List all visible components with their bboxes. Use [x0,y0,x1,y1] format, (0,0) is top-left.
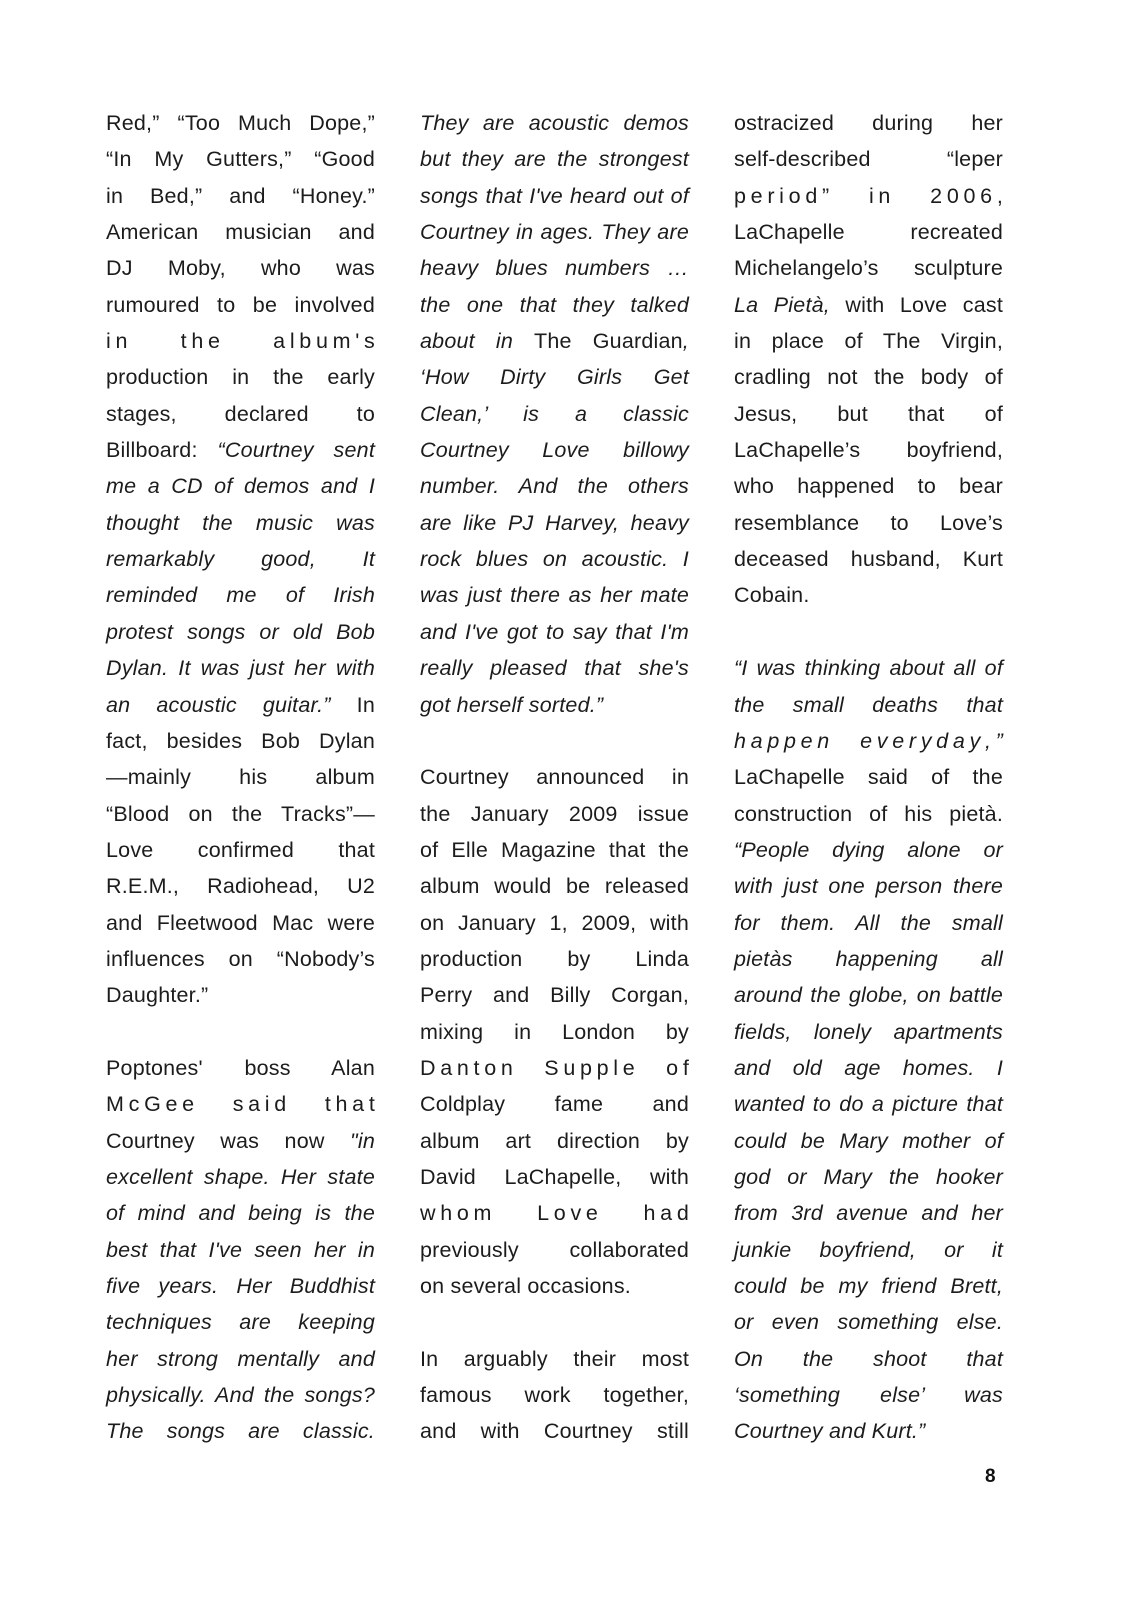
text-line [734,1159,1003,1195]
text-line [734,941,1003,977]
text-line [106,941,375,977]
roman-run: rumoured to be involved [106,292,375,317]
text-line [734,141,1003,177]
roman-run: album art direction by [420,1128,689,1153]
roman-run: deceased husband, Kurt [734,547,1003,572]
text-line [420,1195,689,1231]
text-line [420,1341,689,1377]
text-line [734,687,1003,723]
roman-run: Coldplay fame and [420,1092,689,1117]
text-line [420,1159,689,1195]
text-line [734,250,1003,286]
roman-run: on several occasions. [420,1274,631,1298]
text-line [420,941,689,977]
roman-run: LaChapelle’s boyfriend, [734,438,1003,463]
text-line [106,977,375,1013]
roman-run: Courtney was now [106,1128,351,1153]
italic-run: an acoustic guitar.” [106,692,357,717]
paragraph-break [420,1304,689,1340]
text-line [734,650,1003,686]
text-line [106,214,375,250]
italic-run: Clean,’ is a classic [420,401,689,426]
roman-run: R.E.M., Radiohead, U2 [106,874,375,899]
italic-run: "in [350,1128,375,1153]
roman-run: DJ Moby, who was [106,256,375,281]
roman-run: Red,” “Too Much Dope,” [106,111,375,135]
text-line [106,723,375,759]
roman-run: In arguably their most [420,1346,689,1371]
text-line [734,359,1003,395]
roman-run: M c G e e s a i d t h a t [106,1092,375,1117]
roman-run: LaChapelle recreated [734,220,1003,245]
text-line [734,759,1003,795]
roman-run: and Fleetwood Mac were [106,910,375,935]
text-line [420,1268,689,1304]
text-line [420,1050,689,1086]
roman-run: influences on “Nobody’s [106,946,375,971]
text-line [106,1232,375,1268]
text-line [420,432,689,468]
roman-run: D a n t o n S u p p l e o f [420,1055,689,1080]
roman-run: Cobain. [734,583,810,608]
roman-run: resemblance to Love’s [734,510,1003,535]
text-line [420,287,689,323]
italic-run: fields, lonely apartments [734,1019,1003,1044]
text-line [420,868,689,904]
italic-run: five years. Her Buddhist [106,1274,375,1298]
paragraph-break [734,614,1003,650]
text-line [734,1195,1003,1231]
italic-run: with just one person there [734,874,1003,899]
italic-run: wanted to do a picture that [734,1092,1003,1117]
text-line [734,468,1003,504]
text-line [106,1159,375,1195]
text-line [734,1413,1003,1449]
text-line [420,1123,689,1159]
italic-run: “Courtney sent [217,438,375,463]
text-line [734,723,1003,759]
italic-run: Courtney and Kurt.” [734,1419,926,1444]
text-line [734,178,1003,214]
text-line [106,468,375,504]
italic-run: physically. And the songs? [106,1383,375,1408]
text-line [420,141,689,177]
italic-run: junkie boyfriend, or it [734,1237,1003,1262]
text-line [734,796,1003,832]
article-column-2 [420,105,689,1450]
text-line [420,650,689,686]
italic-run: number. And the others [420,474,689,499]
text-line [106,1050,375,1086]
roman-run: i n t h e a l b u m ' s [106,329,375,354]
italic-run: “I was thinking about all of [734,656,1003,681]
text-line [420,796,689,832]
text-line [420,832,689,868]
text-line [734,905,1003,941]
text-line [734,432,1003,468]
italic-run: excellent shape. Her state [106,1164,375,1189]
text-line [106,141,375,177]
italic-run: techniques are keeping [106,1310,375,1335]
text-line [106,396,375,432]
text-line [420,1014,689,1050]
italic-run: reminded me of Irish [106,583,375,608]
italic-run: around the globe, on battle [734,983,1003,1008]
roman-run: of Elle Magazine that the [420,837,689,862]
roman-run: p e r i o d ” i n 2 0 0 6 , [734,183,1003,208]
roman-run: Perry and Billy Corgan, [420,983,689,1008]
roman-run: self-described “leper [734,147,1003,172]
roman-run: fact, besides Bob Dylan [106,728,375,753]
text-line [106,868,375,904]
roman-run: Michelangelo’s sculpture [734,256,1003,281]
italic-run: or even something else. [734,1310,1003,1335]
text-line [734,868,1003,904]
text-line [106,577,375,613]
text-line [420,178,689,214]
roman-run: in Bed,” and “Honey.” [106,183,375,208]
text-line [106,1268,375,1304]
roman-run: w h o m L o v e h a d [420,1201,689,1226]
text-line [420,577,689,613]
italic-run: got herself sorted.” [420,692,604,717]
text-line [420,396,689,432]
text-line [734,577,1003,613]
italic-run: h a p p e n e v e r y d a y , ” [734,728,1003,753]
italic-run: , [682,329,689,354]
roman-run: LaChapelle said of the [734,765,1003,790]
italic-run: They are acoustic demos [420,111,689,135]
text-line [106,323,375,359]
text-line [106,650,375,686]
italic-run: Courtney in ages. They are [420,220,689,245]
italic-run: remarkably good, It [106,547,375,572]
text-line [106,759,375,795]
roman-run: ostracized during her [734,111,1003,135]
text-line [106,1123,375,1159]
italic-run: best that I've seen her in [106,1237,375,1262]
italic-run: me a CD of demos and I [106,474,375,499]
roman-run: in place of The Virgin, [734,329,1003,354]
text-line [734,1086,1003,1122]
italic-run: ‘How Dirty Girls Get [420,365,689,390]
text-line [106,287,375,323]
italic-run: ‘something else’ was [734,1383,1003,1408]
text-line [420,687,689,723]
text-line [734,541,1003,577]
text-line [420,105,689,141]
roman-run: previously collaborated [420,1237,689,1262]
italic-run: for them. All the small [734,910,1003,935]
text-line [734,105,1003,141]
text-line [734,1232,1003,1268]
text-line [420,541,689,577]
text-line [106,1377,375,1413]
roman-run: In [356,692,375,717]
roman-run: Poptones' boss Alan [106,1055,375,1080]
italic-run: god or Mary the hooker [734,1164,1003,1189]
italic-run: songs that I've heard out of [420,183,689,208]
text-line [734,832,1003,868]
text-line [734,287,1003,323]
roman-run: Courtney announced in [420,765,689,790]
text-line [106,832,375,868]
text-line [420,905,689,941]
roman-run: production by Linda [420,946,689,971]
roman-run: construction of his pietà. [734,801,1003,826]
italic-run: but they are the strongest [420,147,689,172]
text-line [106,905,375,941]
text-line [420,323,689,359]
roman-run: —mainly his album [106,765,375,790]
text-line [420,250,689,286]
roman-run: on January 1, 2009, with [420,910,689,935]
roman-run: David LaChapelle, with [420,1164,689,1189]
text-line [420,1086,689,1122]
text-line [106,432,375,468]
text-line [106,105,375,141]
text-line [420,759,689,795]
text-line [734,396,1003,432]
text-line [106,1304,375,1340]
page-number: 8 [985,1466,996,1487]
text-line [420,505,689,541]
italic-run: rock blues on acoustic. I [420,547,689,572]
italic-run: her strong mentally and [106,1346,375,1371]
roman-run: who happened to bear [734,474,1003,499]
roman-run: Daughter.” [106,983,209,1008]
text-line [420,468,689,504]
text-line [420,214,689,250]
paragraph-break [420,723,689,759]
italic-run: the one that they talked [420,292,689,317]
italic-run: On the shoot that [734,1346,1003,1371]
paragraph-break [106,1014,375,1050]
roman-run: album would be released [420,874,689,899]
roman-run: production in the early [106,365,375,390]
text-line [106,359,375,395]
text-line [106,250,375,286]
italic-run: could be Mary mother of [734,1128,1003,1153]
roman-run: Billboard: [106,438,218,463]
text-line [106,1195,375,1231]
italic-run: and old age homes. I [734,1055,1003,1080]
roman-run: mixing in London by [420,1019,689,1044]
text-line [106,1086,375,1122]
article-column-3 [734,105,1003,1450]
roman-run: Jesus, but that of [734,401,1003,426]
italic-run: heavy blues numbers … [420,256,689,281]
italic-run: the small deaths that [734,692,1003,717]
roman-run: famous work together, [420,1383,689,1408]
italic-run: The songs are classic. [106,1419,375,1444]
text-line [420,1232,689,1268]
text-line [734,1341,1003,1377]
roman-run: the January 2009 issue [420,801,689,826]
text-line [734,323,1003,359]
text-line [420,614,689,650]
italic-run: La Pietà, [734,292,830,317]
italic-run: pietàs happening all [734,946,1003,971]
roman-run: The Guardian [534,329,683,354]
italic-run: protest songs or old Bob [106,619,375,644]
italic-run: thought the music was [106,510,375,535]
text-line [420,1377,689,1413]
italic-run: about in [420,329,535,354]
roman-run: with Love cast [829,292,1003,317]
article-column-1 [106,105,375,1450]
italic-run: and I've got to say that I'm [420,619,689,644]
italic-run: Courtney Love billowy [420,438,689,463]
text-line [420,359,689,395]
text-line [734,977,1003,1013]
text-line [106,614,375,650]
roman-run: American musician and [106,220,375,245]
italic-run: of mind and being is the [106,1201,375,1226]
text-line [734,1304,1003,1340]
text-line [106,1413,375,1449]
text-line [734,1123,1003,1159]
text-line [420,977,689,1013]
text-line [420,1413,689,1449]
italic-run: really pleased that she's [420,656,689,681]
italic-run: from 3rd avenue and her [734,1201,1003,1226]
text-line [734,1377,1003,1413]
text-line [106,1341,375,1377]
roman-run: stages, declared to [106,401,375,426]
roman-run: and with Courtney still [420,1419,689,1444]
roman-run: “Blood on the Tracks”— [106,801,375,826]
text-line [734,1014,1003,1050]
italic-run: Dylan. It was just her with [106,656,375,681]
text-line [106,541,375,577]
text-line [106,796,375,832]
roman-run: cradling not the body of [734,365,1003,390]
italic-run: are like PJ Harvey, heavy [420,510,689,535]
text-line [734,505,1003,541]
italic-run: “People dying alone or [734,837,1003,862]
text-line [734,1050,1003,1086]
roman-run: Love confirmed that [106,837,375,862]
text-line [734,1268,1003,1304]
text-line [106,178,375,214]
text-line [106,505,375,541]
roman-run: “In My Gutters,” “Good [106,147,375,172]
italic-run: was just there as her mate [420,583,689,608]
text-line [106,687,375,723]
text-line [734,214,1003,250]
italic-run: could be my friend Brett, [734,1274,1003,1298]
